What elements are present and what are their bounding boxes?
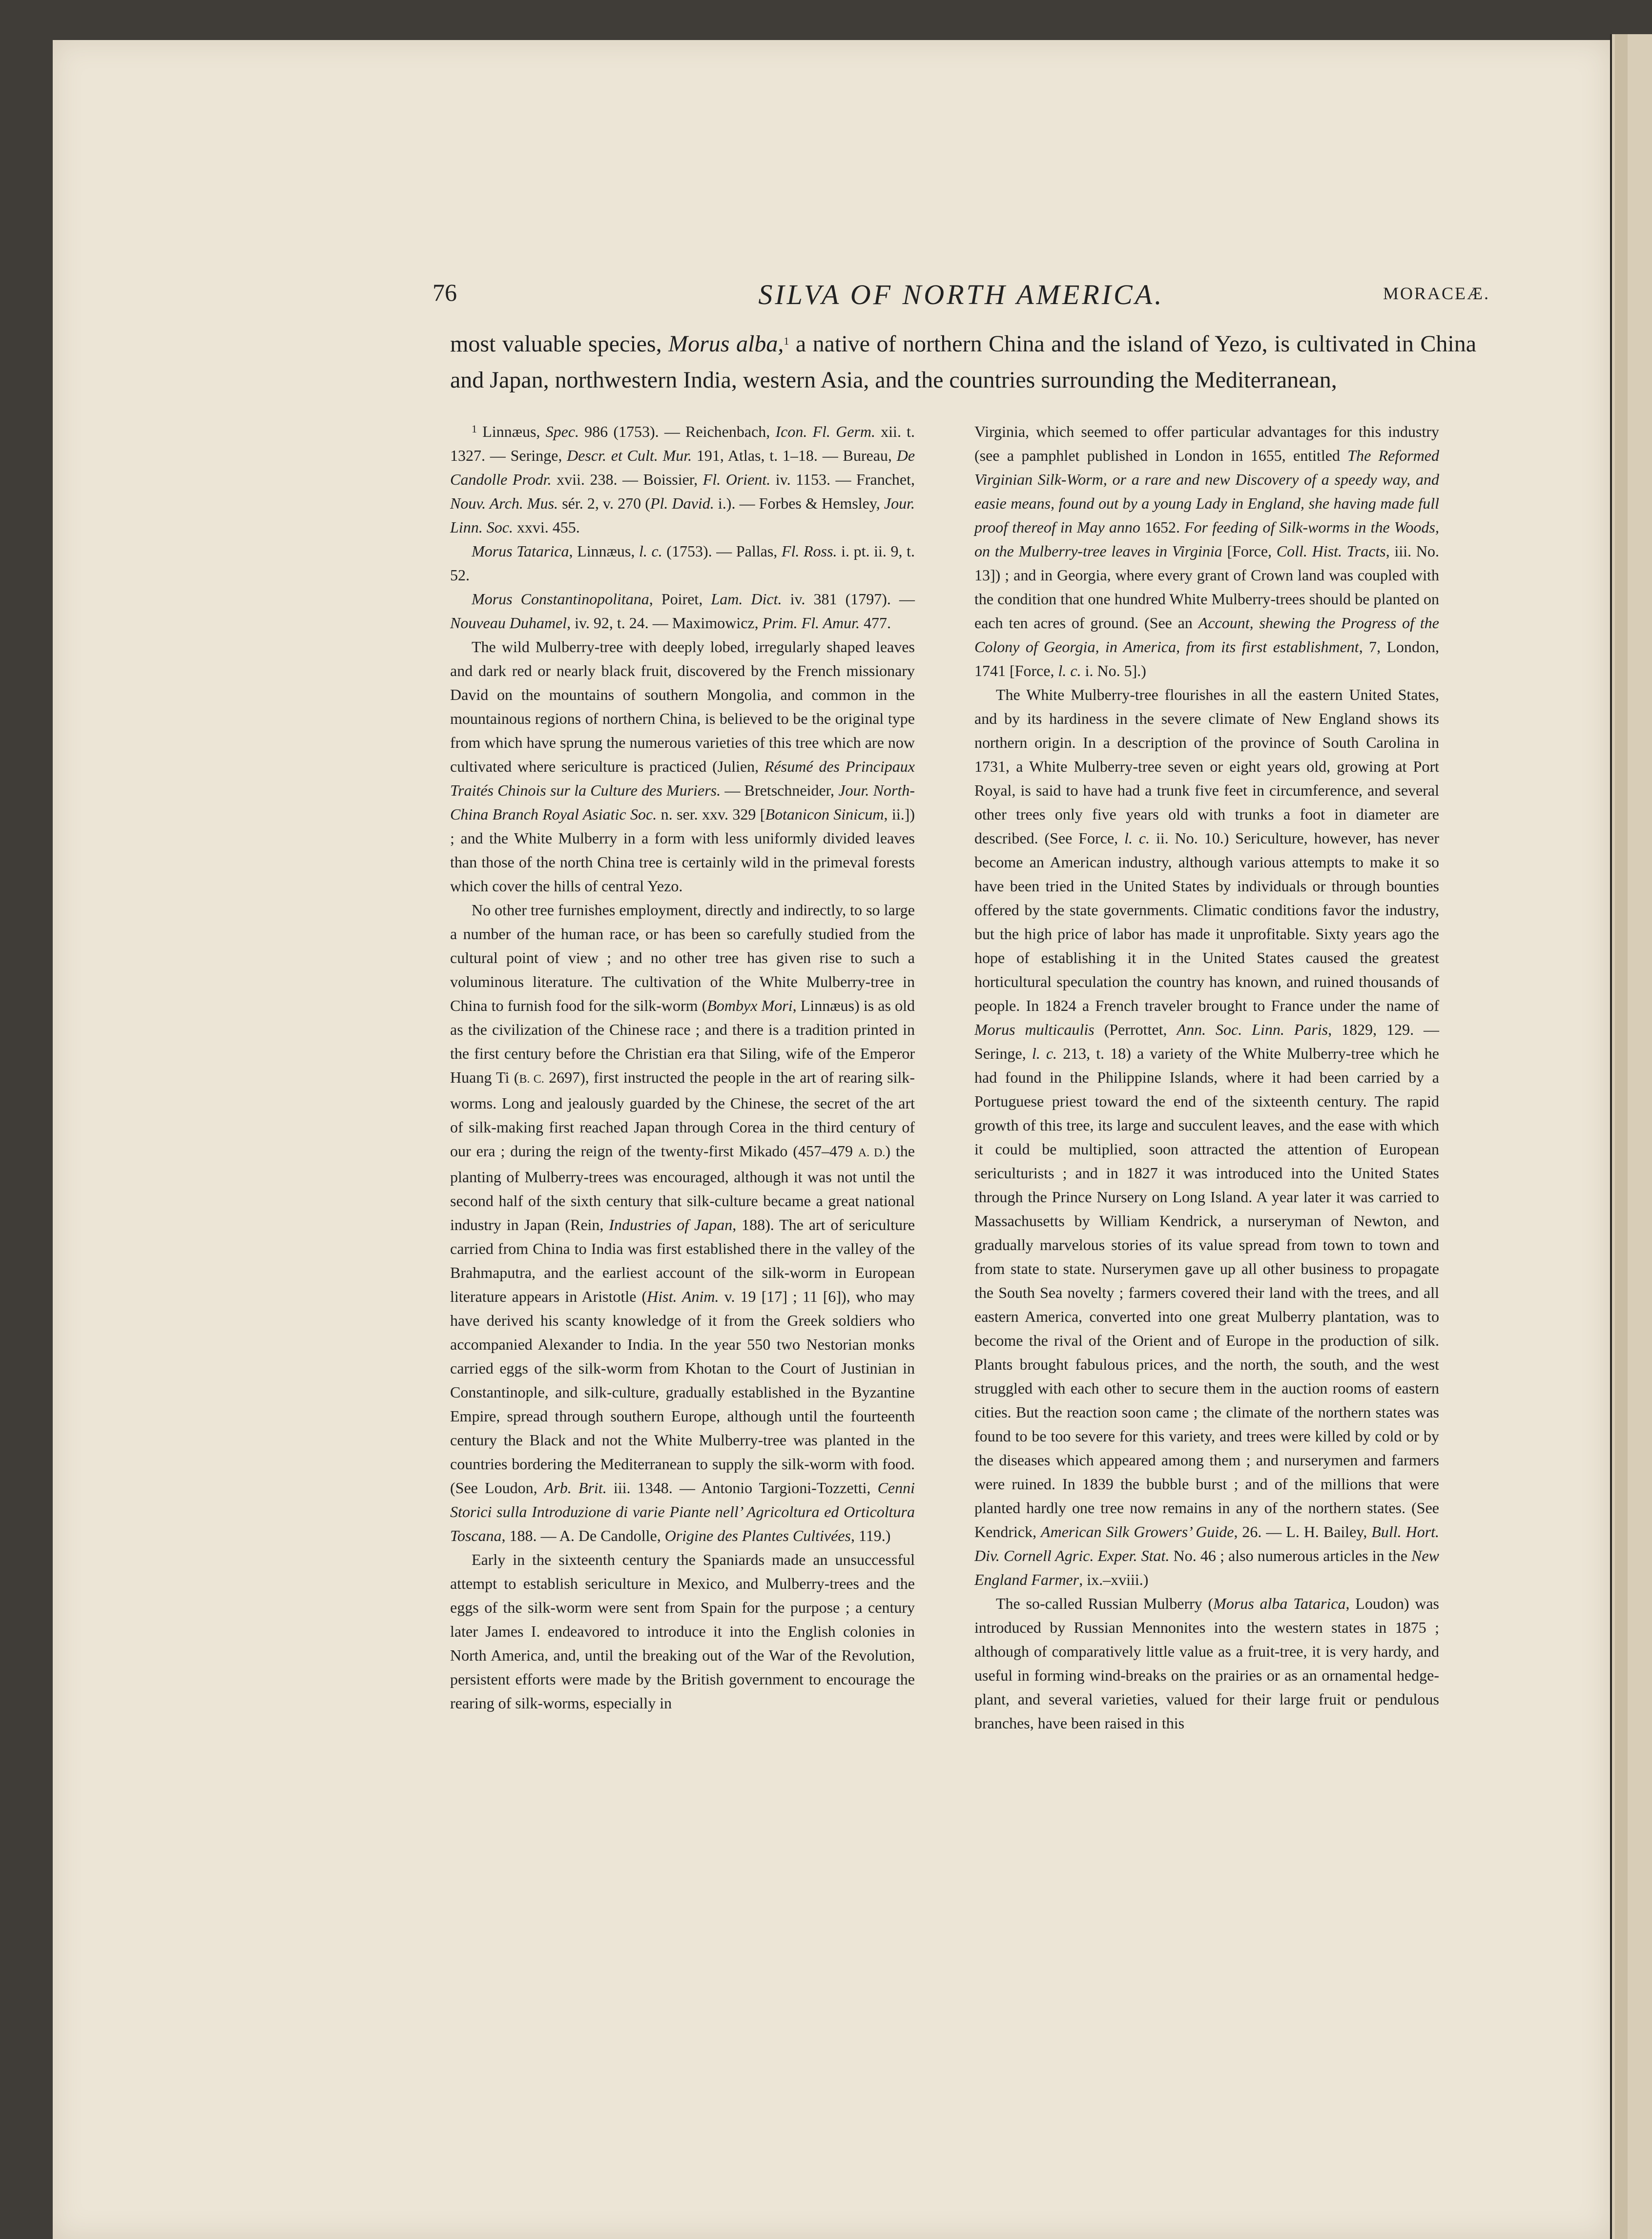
lead-text-before: most valuable species, [450,331,669,357]
paragraph-us-cultivation: The White Mulberry-tree flourishes in all the eastern United States, and by its hardiness in the severe climate of New England shows its northern origin. In a description of the province of South Carolina in 1731, a White Mulberry-tree seven or eight years old, growing at Port Royal, is said to have had a trunk five feet in circumference, and several other trees only five years old with trunks a foot in diameter are described. (See Force, l. c. ii. No. 10.) Sericulture, however, has never become an American industry, although various attempts to make it so have been tried in the United States by individuals or through bounties offered by the state governments. Climatic conditions favor the industry, but the high price of labor has made it unprofitable. Sixty years ago the hope of establishing it in the United States caused the greatest horticultural speculation the country has known, and ruined thousands of people. In 1824 a French traveler brought to France under the name of Morus multicaulis (Perrottet, Ann. Soc. Linn. Paris, 1829, 129. — Seringe, l. c. 213, t. 18) a variety of the White Mulberry-tree which he had found in the Philippine Islands, where it had been carried by a Portuguese priest toward the end of the sixteenth century. The rapid growth of this tree, its large and succulent leaves, and the ease with which it could be multiplied, soon attracted the attention of European sericulturists ; and in 1827 it was introduced into the United States through the Prince Nursery on Long Island. A year later it was carried to Massachusetts by William Kendrick, a nurseryman of Newton, and gradually marvelous stories of its value spread from town to town and from state to state. Nurserymen gave up all other business to propagate the South Sea novelty ; farmers covered their land with the trees, and all eastern America, converted into one great Mulberry plantation, was to become the rival of the Orient and of Europe in the production of silk. Plants brought fabulous prices, and the north, the south, and the west struggled with each other to secure them in the auction rooms of eastern cities. But the reaction soon came ; the climate of the northern states was found to be too severe for this variety, and trees were killed by cold or by the diseases which appeared among them ; and nurserymen and farmers were ruined. In 1839 the bubble burst ; and of the millions that were planted hardly one tree now remains in any of the northern states. (See Kendrick, American Silk Growers’ Guide, 26. — L. H. Bailey, Bull. Hort. Div. Cornell Agric. Exper. Stat. No. 46 ; also numerous articles in the New England Farmer, ix.–xviii.) [974,686,1440,1588]
lead-species: Morus alba, [668,331,784,357]
paragraph-virginia: Virginia, which seemed to offer particular advantages for this industry (see a pamphlet published in London in 1655, entitled The Reformed Virginian Silk-Worm, or a rare and new Discovery of a speedy way, and easie means, found out by a young Lady in England, she having made full proof thereof in May anno 1652. For feeding of Silk-worms in the Woods, on the Mulberry-tree leaves in Virginia [Force, Coll. Hist. Tracts, iii. No. 13]) ; and in Georgia, where every grant of Crown land was coupled with the condition that one hundred White Mulberry-trees should be planted on each ten acres of ground. (See an Account, shewing the Progress of the Colony of Georgia, in America, from its first establishment, 7, London, 1741 [Force, l. c. i. No. 5].) [974,423,1440,679]
left-column [450,420,915,1715]
running-title: SILVA OF NORTH AMERICA. [758,279,1164,310]
page-header [433,278,1490,312]
section-label: MORACEÆ. [1383,284,1490,303]
paragraph-spanish-attempt: Early in the sixteenth century the Spaniards made an unsuccessful attempt to establish sericulture in Mexico, and Mulberry-trees and the eggs of the silk-worm were sent from Spain for the purpose ; a century later James I. endeavored to introduce it into the English colonies in North America, and, until the breaking out of the War of the Revolution, persistent efforts were made by the British government to encourage the rearing of silk-worms, especially in [450,1551,915,1712]
paragraph-sericulture-history: No other tree furnishes employment, directly and indirectly, to so large a number of the human race, or has been so carefully studied from the cultural point of view ; and no other tree has given rise to such a voluminous literature. The cultivation of the White Mulberry-tree in China to furnish food for the silk-worm (Bombyx Mori, Linnæus) is as old as the civilization of the Chinese race ; and there is a tradition printed in the first century before the Christian era that Siling, wife of the Emperor Huang Ti (B. C. 2697), first instructed the people in the art of rearing silk-worms. Long and jealously guarded by the Chinese, the secret of the art of silk-making first reached Japan through Corea in the third century of our era ; during the reign of the twenty-first Mikado (457–479 A. D.) the planting of Mulberry-trees was encouraged, although it was not until the second half of the sixth century that silk-culture became a great national industry in Japan (Rein, Industries of Japan, 188). The art of sericulture carried from China to India was first established there in the valley of the Brahmaputra, and the earliest account of the silk-worm in European literature appears in Aristotle (Hist. Anim. v. 19 [17] ; 11 [6]), who may have derived his scanty knowledge of it from the Greek soldiers who accompanied Alexander to India. In the year 550 two Nestorian monks carried eggs of the silk-worm from Khotan to the Court of Justinian in Constantinople, and silk-culture, gradually established in the Byzantine Empire, spread through southern Europe, although until the fourteenth century the Black and not the White Mulberry-tree was planted in the countries bordering the Mediterranean to supply the silk-worm with food. (See Loudon, Arb. Brit. iii. 1348. — Antonio Targioni-Tozzetti, Cenni Storici sulla Introduzione di varie Piante nell’ Agricoltura ed Orticoltura Toscana, 188. — A. De Candolle, Origine des Plantes Cultivées, 119.) [450,901,915,1544]
footnote-citations: $^1$ Linnæus, Spec. 986 (1753). — Reichenbach, Icon. Fl. Germ. xii. t. 1327. — Seringe, Descr. et Cult. Mur. 191, Atlas, t. 1–18. — Bureau, De Candolle Prodr. xvii. 238. — Boissier, Fl. Orient. iv. 1153. — Franchet, Nouv. Arch. Mus. sér. 2, v. 270 (Pl. David. i.). — Forbes & Hemsley, Jour. Linn. Soc. xxvi. 455. [450,423,915,536]
paragraph-wild-mulberry: The wild Mulberry-tree with deeply lobed, irregularly shaped leaves and dark red or nearly black fruit, discovered by the French missionary David on the mountains of southern Mongolia, and common in the mountainous regions of northern China, is believed to be the original type from which have sprung the numerous varieties of this tree which are now cultivated where sericulture is practiced (Julien, Résumé des Principaux Traités Chinois sur la Culture des Muriers. — Bretschneider, Jour. North-China Branch Royal Asiatic Soc. n. ser. xxv. 329 [Botanicon Sinicum, ii.]) ; and the White Mulberry in a form with less uniformly divided leaves than those of the north China tree is certainly wild in the primeval forests which cover the hills of central Yezo. [450,638,915,895]
page-edge-strip [1615,34,1628,2239]
footnote-mark: 1 [784,335,789,347]
paragraph-russian-mulberry: The so-called Russian Mulberry (Morus alba Tatarica, Loudon) was introduced by Russian Mennonites into the western states in 1875 ; although of comparatively little value as a fruit-tree, it is very hardy, and useful in forming wind-breaks on the prairies or as an ornamental hedge-plant, and several varieties, valued for their large fruit or pendulous branches, have been raised in this [974,1595,1440,1732]
next-page-edge [1610,34,1652,2239]
synonym-morus-tatarica: Morus Tatarica, Linnæus, l. c. (1753). — Pallas, Fl. Ross. i. pt. ii. 9, t. 52. [450,542,915,584]
lead-paragraph [450,326,1476,398]
page-number: 76 [433,279,457,306]
right-column [974,420,1439,1735]
synonym-morus-constantinopolitana: Morus Constantinopolitana, Poiret, Lam. Dict. iv. 381 (1797). — Nouveau Duhamel, iv. 92, t. 24. — Maximowicz, Prim. Fl. Amur. 477. [450,590,915,632]
lead-text-after: a native of northern China and the island of Yezo, is cultivated in China and Japan, northwestern India, western Asia, and the countries surrounding the Mediterranean, [450,331,1477,393]
